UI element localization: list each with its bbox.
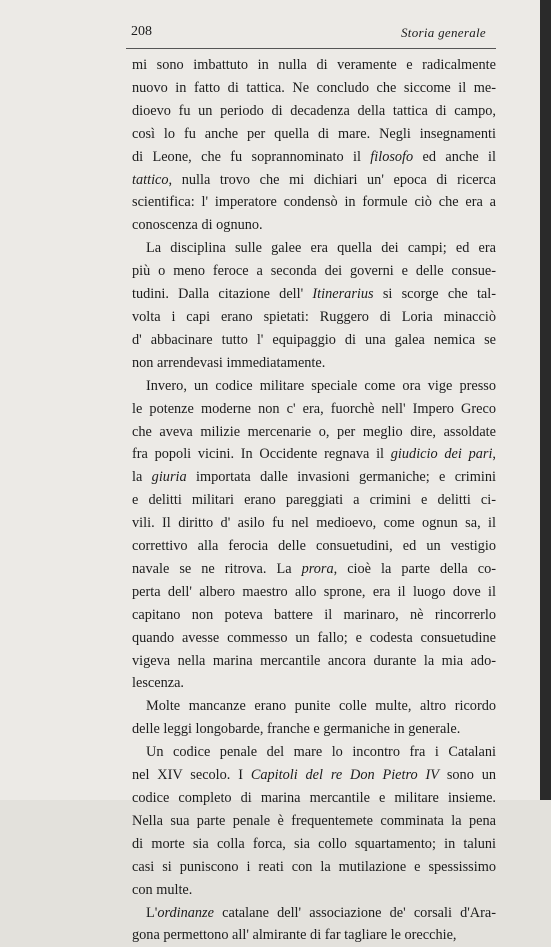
text-line xyxy=(132,764,496,787)
text-run: nuovo in fatto di tattica. Ne concludo che siccome il me- xyxy=(132,79,496,96)
text-line xyxy=(132,214,496,237)
text-line xyxy=(132,741,496,764)
text-run: vigeva nella marina mercantile ancora durante la mia ado- xyxy=(132,652,496,669)
text-run: , nulla trovo che mi dichiari un' epoca di ricerca xyxy=(168,171,496,188)
text-line xyxy=(132,421,496,444)
text-line xyxy=(132,787,496,810)
text-run: La disciplina sulle galee era quella dei campi; ed era xyxy=(146,240,496,257)
text-run: le potenze moderne non c' era, fuorchè nell' Impero Greco xyxy=(132,400,496,417)
text-line xyxy=(132,100,496,123)
header-rule xyxy=(126,48,496,49)
text-line xyxy=(132,306,496,329)
text-line xyxy=(132,833,496,856)
text-line xyxy=(132,123,496,146)
paragraph xyxy=(132,375,496,696)
text-run: vili. Il diritto d' asilo fu nel medioevo, come ognun sa, il xyxy=(132,515,496,532)
paragraph xyxy=(132,237,496,374)
text-line xyxy=(132,902,496,925)
text-line xyxy=(132,535,496,558)
text-line xyxy=(132,512,496,535)
text-run: con multe. xyxy=(132,881,193,898)
text-run: volta i capi erano spietati: Ruggero di Loria minacciò xyxy=(132,308,496,325)
text-run: sono un xyxy=(439,767,496,784)
text-line xyxy=(132,398,496,421)
text-run: conoscenza di ognuno. xyxy=(132,217,263,234)
text-line xyxy=(132,581,496,604)
text-line xyxy=(132,650,496,673)
text-line xyxy=(132,146,496,169)
text-run: Molte mancanze erano punite colle multe, altro ricordo xyxy=(146,698,496,715)
text-line xyxy=(132,443,496,466)
text-line xyxy=(132,191,496,214)
text-run: navale se ne ritrova. La xyxy=(132,560,302,577)
text-run: , xyxy=(492,446,496,463)
paragraph xyxy=(132,695,496,741)
text-line xyxy=(132,352,496,375)
italic-term: giuria xyxy=(151,469,187,486)
page-header xyxy=(131,22,496,44)
text-run: tudini. Dalla citazione dell' xyxy=(132,286,313,303)
text-line xyxy=(132,627,496,650)
text-run: Un codice penale del mare lo incontro fra i Catalani xyxy=(146,744,496,761)
text-line xyxy=(132,489,496,512)
text-run: mi sono imbattuto in nulla di veramente e radicalmente xyxy=(132,57,496,73)
running-head: Storia generale xyxy=(400,25,486,40)
text-run: di morte sia colla forca, sia collo squartamento; in taluni xyxy=(132,835,496,852)
text-run: scientifica: l' imperatore condensò in formule ciò che era a xyxy=(132,194,496,211)
text-run: più o meno feroce a seconda dei governi e delle consue- xyxy=(132,263,496,280)
italic-term: ordinanze xyxy=(157,904,214,921)
text-run: L' xyxy=(146,904,158,921)
italic-term: Capitoli del re Don Pietro IV xyxy=(250,767,440,784)
text-run: dioevo fu un periodo di decadenza della tattica di campo, xyxy=(132,102,496,119)
text-run: Invero, un codice militare speciale come ora vige presso xyxy=(146,377,496,394)
text-run: casi si puniscono i reati con la mutilazione e spessissimo xyxy=(132,858,496,875)
text-line xyxy=(132,810,496,833)
paragraph xyxy=(132,54,496,237)
text-run: codice completo di marina mercantile e militare insieme. xyxy=(132,790,496,806)
scan-edge xyxy=(540,0,551,800)
text-line xyxy=(132,879,496,902)
italic-term: prora xyxy=(301,560,334,577)
text-line xyxy=(132,924,496,947)
text-run: importata dalle invasioni germaniche; e crimini xyxy=(186,469,496,486)
text-run: la xyxy=(132,469,152,486)
italic-term: giudicio dei pari xyxy=(390,446,493,463)
italic-term: filosofo xyxy=(370,148,414,165)
italic-term: tattico xyxy=(132,171,169,188)
page-number: 208 xyxy=(131,24,152,39)
text-run: fra popoli vicini. In Occidente regnava il xyxy=(132,446,391,463)
text-line xyxy=(132,604,496,627)
text-run: perta dell' albero maestro allo sprone, era il luogo dove il xyxy=(132,583,496,600)
text-line xyxy=(132,558,496,581)
paragraph xyxy=(132,741,496,901)
text-run: nel XIV secolo. I xyxy=(132,767,251,784)
text-line xyxy=(132,329,496,352)
text-run: capitano non poteva battere il marinaro, nè rincorrerlo xyxy=(132,606,496,623)
text-line xyxy=(132,260,496,283)
text-run: delle leggi longobarde, franche e germaniche in generale. xyxy=(132,721,461,738)
text-run: che aveva milizie mercenarie o, per meglio dire, assoldate xyxy=(132,423,496,440)
text-line xyxy=(132,169,496,192)
text-run: d' abbacinare tutto l' equipaggio di una galea nemica se xyxy=(132,331,496,348)
text-line xyxy=(132,672,496,695)
text-line xyxy=(132,718,496,741)
text-run: quando avesse commesso un fallo; e codesta consuetudine xyxy=(132,629,496,646)
text-line xyxy=(132,466,496,489)
italic-term: Itinerarius xyxy=(312,286,374,303)
text-run: Nella sua parte penale è frequentemete comminata la pena xyxy=(132,812,496,829)
text-run: così lo fu anche per quella di mare. Negli insegnamenti xyxy=(132,125,496,142)
text-line xyxy=(132,375,496,398)
text-run: e delitti militari erano pareggiati a crimini e delitti ci- xyxy=(132,492,496,509)
text-run: catalane dell' associazione de' corsali d'Ara- xyxy=(213,904,496,921)
paragraph xyxy=(132,902,496,947)
text-line xyxy=(132,856,496,879)
text-line xyxy=(132,695,496,718)
text-line xyxy=(132,54,496,77)
text-run: si scorge che tal- xyxy=(373,286,496,303)
body-text xyxy=(132,54,496,947)
text-run: di Leone, che fu soprannominato il xyxy=(132,148,371,165)
text-run: correttivo alla ferocia delle consuetudini, ed un vestigio xyxy=(132,538,496,555)
text-run: , cioè la parte della co- xyxy=(333,560,497,577)
text-line xyxy=(132,237,496,260)
text-run: gona permettono all' almirante di far tagliare le orecchie, xyxy=(132,927,457,944)
text-line xyxy=(132,283,496,306)
text-line xyxy=(132,77,496,100)
text-run: non arrendevasi immediatamente. xyxy=(132,354,326,371)
text-run: lescenza. xyxy=(132,675,184,692)
text-run: ed anche il xyxy=(413,148,496,165)
